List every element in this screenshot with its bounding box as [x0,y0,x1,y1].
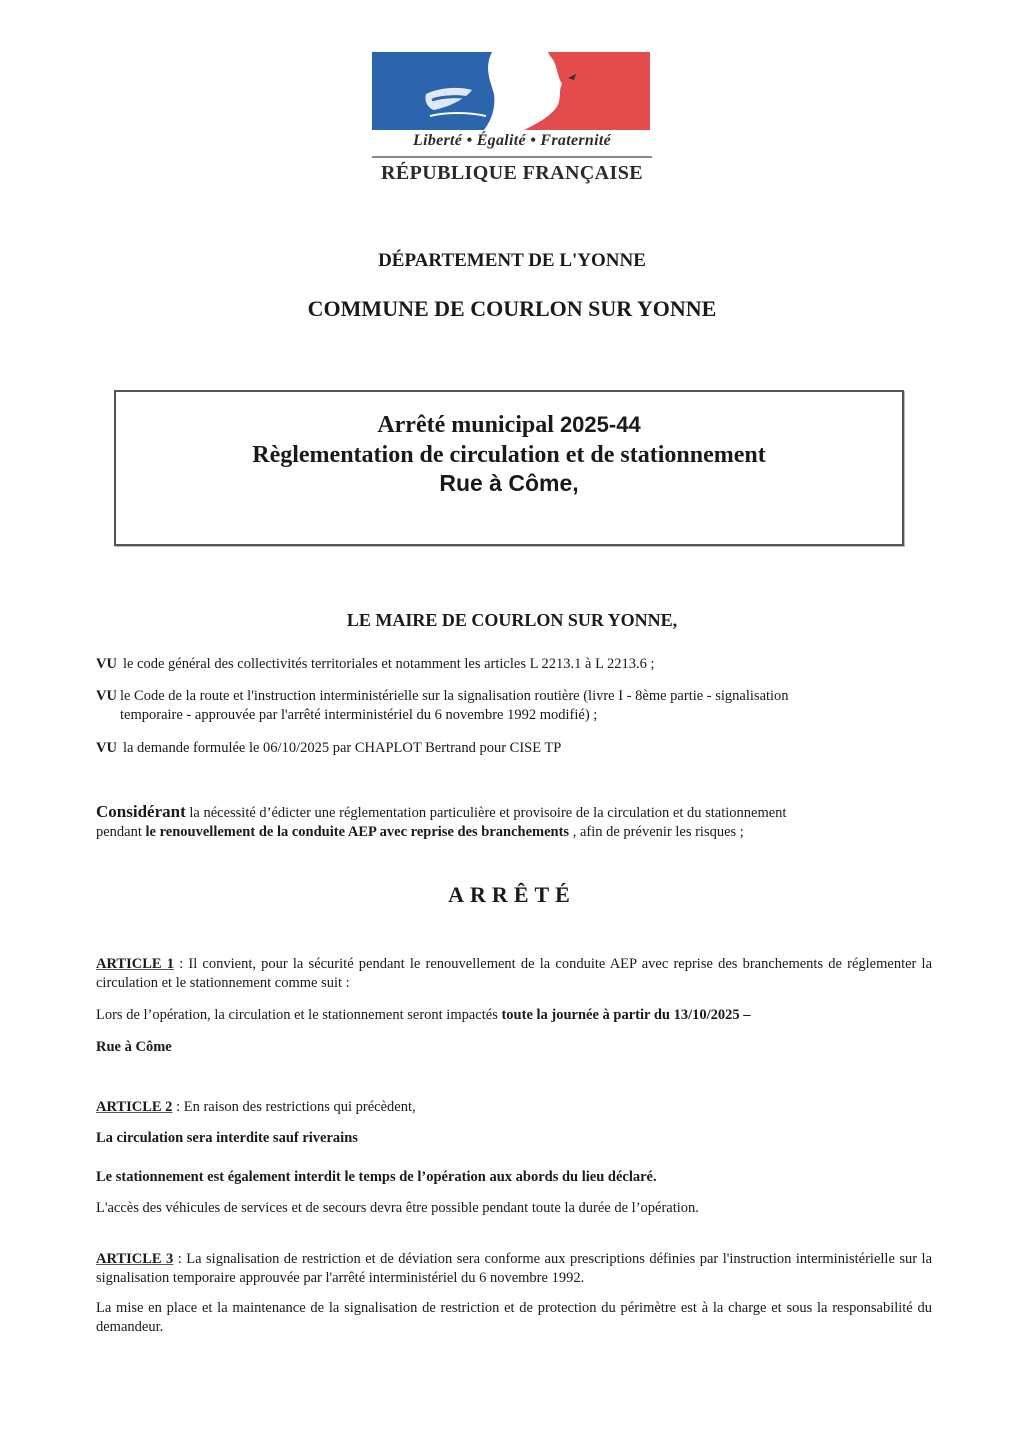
article-3-p1: La mise en place et la maintenance de la signalisation de restriction et de protection du périmètre est à la charge et sous la responsabilité du demandeur. [96,1300,932,1335]
decree-number: 2025-44 [559,412,641,437]
decree-title-box [114,390,904,546]
considerant-text2-prefix: pendant [96,824,142,840]
arrete-heading: ARRÊTÉ [448,882,576,907]
marianne-logo [372,52,652,192]
vu-label: VU [96,740,117,756]
vu-text-cont: temporaire - approuvée par l'arrêté interministériel du 6 novembre 1992 modifié) ; [120,707,598,723]
department-heading: DÉPARTEMENT DE L'YONNE [378,250,646,271]
marianne-flag-icon [372,52,650,130]
article-1-intro [96,955,932,993]
considerant-text1: la nécessité d’édicter une réglementation particulière et provisoire de la circulation et du stationnement [189,805,787,821]
decree-title-line1 [116,412,902,439]
article-3-intro [96,1250,932,1288]
article-1-p1 [96,1006,932,1025]
logo-republique-text: RÉPUBLIQUE FRANÇAISE [381,162,643,184]
considerant-text2-bold: le renouvellement de la conduite AEP avec reprise des branchements [145,824,570,840]
article-1-street: Rue à Côme [96,1039,172,1055]
vu-text: le Code de la route et l'instruction interministérielle sur la signalisation routière (livre I - 8ème partie - signalisation [119,688,789,704]
considerant-label: Considérant [96,802,186,821]
vu-label: VU [96,656,117,672]
logo-republique [372,162,652,185]
considerant-paragraph [96,802,936,842]
article-1-p1-bold: toute la journée à partir du 13/10/2025 – [501,1007,751,1023]
decree-subject: Règlementation de circulation et de stationnement [252,442,766,468]
article-1-intro-text: : Il convient, pour la sécurité pendant le renouvellement de la conduite AEP avec reprise des branchements de réglementer la circulation et le stationnement comme suit : [96,956,933,991]
article-3-intro-text: : La signalisation de restriction et de déviation sera conforme aux prescriptions définies par l'instruction interministérielle sur la signalisation temporaire approuvée par l'arrêté interministériel du 6 novembre 1992. [96,1251,932,1286]
article-2-p1: La circulation sera interdite sauf riverains [96,1130,358,1146]
article-1-label: ARTICLE 1 [96,956,174,972]
considerant-text2-suffix: , afin de prévenir les risques ; [572,824,744,840]
article-1-p1-text: Lors de l’opération, la circulation et le stationnement seront impactés [96,1007,498,1023]
article-2-intro-text: : En raison des restrictions qui précèdent, [176,1099,416,1115]
decree-title-prefix: Arrêté municipal [377,412,554,438]
vu-label: VU [96,688,117,704]
vu-item [96,739,936,758]
vu-item [96,655,936,674]
article-2-p3: L'accès des véhicules de services et de secours devra être possible pendant toute la durée de l’opération. [96,1200,699,1216]
article-3-label: ARTICLE 3 [96,1251,174,1267]
maire-heading: LE MAIRE DE COURLON SUR YONNE, [346,610,678,630]
article-2-label: ARTICLE 2 [96,1099,173,1115]
vu-item [96,687,936,725]
vu-text: la demande formulée le 06/10/2025 par CHAPLOT Bertrand pour CISE TP [122,740,562,756]
vu-text: le code général des collectivités territoriales et notamment les articles L 2213.1 à L 2213.6 ; [122,656,655,672]
article-2-intro [96,1098,932,1117]
logo-rule [372,156,652,158]
article-2-p2: Le stationnement est également interdit le temps de l’opération aux abords du lieu déclaré. [96,1169,657,1185]
commune-heading: COMMUNE DE COURLON SUR YONNE [307,296,717,321]
decree-street: Rue à Côme, [439,470,579,496]
logo-motto: Liberté • Égalité • Fraternité [413,132,611,149]
